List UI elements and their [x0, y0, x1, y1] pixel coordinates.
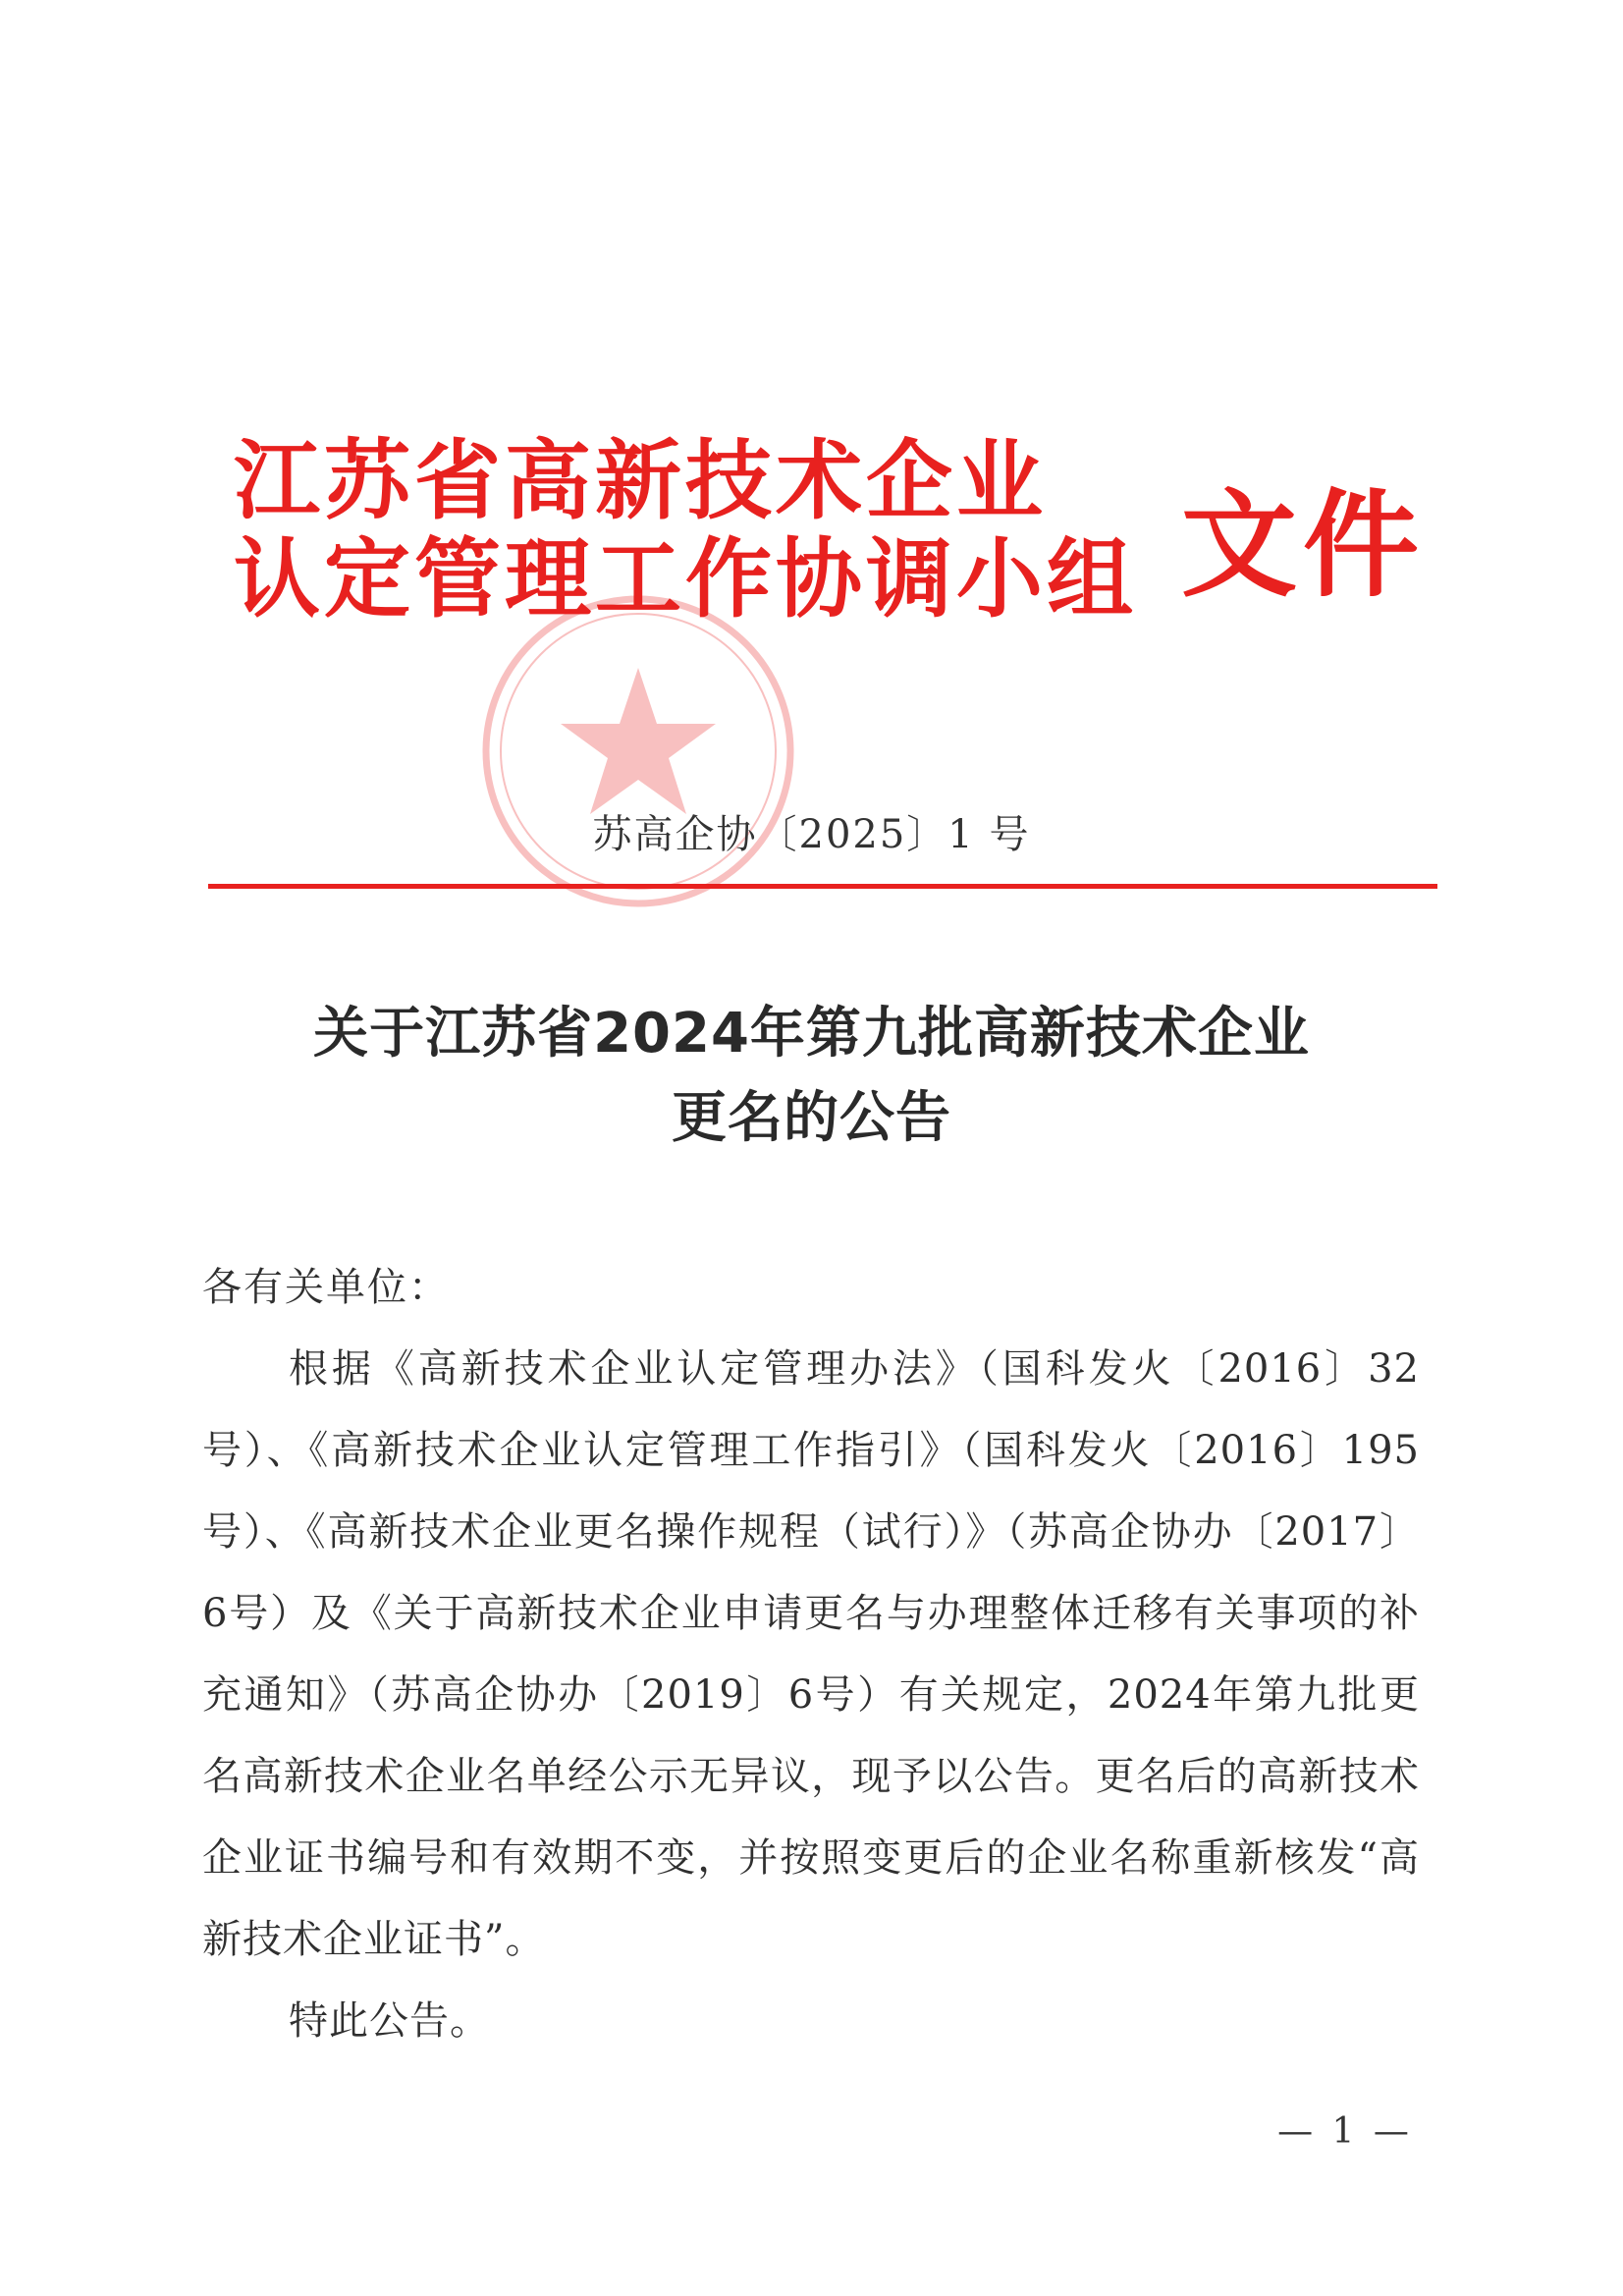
masthead-doc-word: 文件: [1181, 477, 1426, 613]
document-title: [0, 992, 1623, 1161]
page-number: — 1 —: [1277, 2111, 1413, 2152]
masthead-org-line-2: 认定管理工作协调小组: [234, 528, 1138, 629]
document-number: 苏高企协〔2025〕1 号: [592, 812, 1031, 857]
title-line-2: 更名的公告: [672, 1086, 951, 1150]
document-body: [202, 1247, 1420, 2062]
official-seal: [476, 589, 800, 913]
masthead: [234, 430, 1426, 678]
seal-star-icon: [561, 668, 716, 814]
title-line-1: 关于江苏省2024年第九批高新技术企业: [313, 1002, 1310, 1066]
body-paragraph-closing: 特此公告。: [289, 1998, 490, 2044]
salutation: 各有关单位：: [202, 1265, 450, 1310]
body-paragraph-main: 根据《高新技术企业认定管理办法》（国科发火〔2016〕32号）、《高新技术企业认定管理工作指引》（国科发火〔2016〕195号）、《高新技术企业更名操作规程（试行）》（苏高企协办〔2017〕6号）及《关于高新技术企业申请更名与办理整体迁移有关事项的补充通知》（苏高企协办〔2019〕6号）有关规定，2024年第九批更名高新技术企业名单经公示无异议，现予以公告。更名后的高新技术企业证书编号和有效期不变，并按照变更后的企业名称重新核发“高新技术企业证书”。: [202, 1346, 1420, 1962]
red-separator-rule: [208, 884, 1437, 889]
masthead-org-line-1: 江苏省高新技术企业: [234, 430, 1048, 531]
